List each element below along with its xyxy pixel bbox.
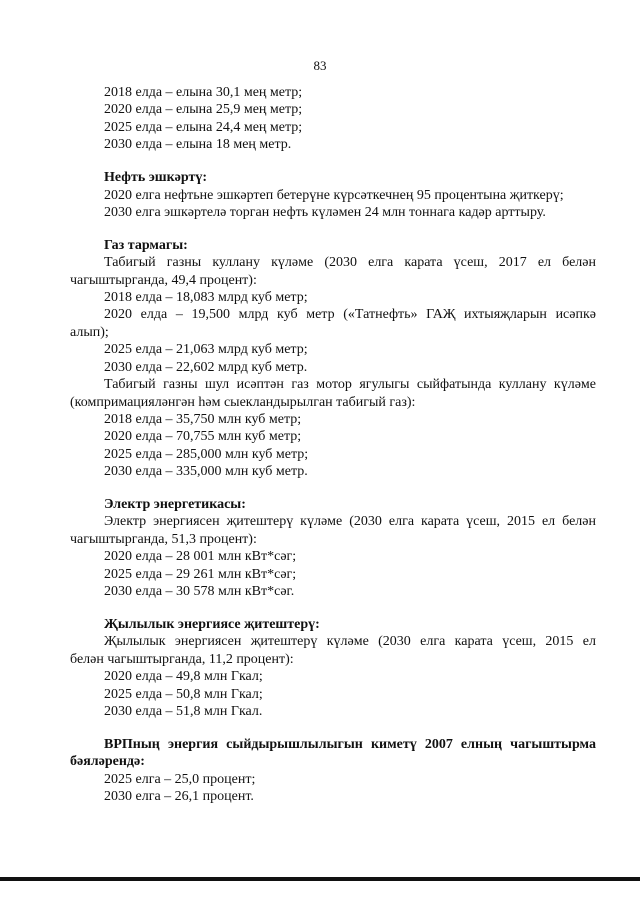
section-heading-electricity: Электр энергетикасы: (104, 497, 246, 513)
section-heading-grp: ВРПның энергия сыйдырышлылыгын киметү 2007 елның чагыштырма (104, 736, 596, 752)
text-line: 2020 елда – 70,755 млн куб метр; (104, 429, 302, 445)
text-line: (компримацияләнгән һәм сыекландырылган табигый газ): (70, 394, 416, 410)
text-line: Табигый газны шул исәптән газ мотор ягулыгы сыйфатында куллану күләме (104, 377, 596, 393)
text-line: 2025 елга – 25,0 процент; (104, 771, 256, 787)
text-line: 2030 елда – 335,000 млн куб метр. (104, 464, 308, 480)
text-line: 2018 елда – 35,750 млн куб метр; (104, 411, 302, 427)
text-line: 2030 елда – 51,8 млн Гкал. (104, 704, 263, 719)
text-line: 2020 елда – 19,500 млрд куб метр («Татнефть» ГАҖ ихтыяҗларын исәпкә (104, 307, 596, 323)
text-line: 2030 елда – 30 578 млн кВт*сәг. (104, 584, 295, 600)
document-body (70, 84, 596, 806)
text-line: чагыштырганда, 49,4 процент): (70, 272, 257, 288)
page-number: 83 (313, 58, 327, 73)
text-line: белән чагыштырганда, 11,2 процент): (70, 651, 294, 667)
bottom-scan-line (0, 877, 640, 881)
text-line: 2020 елда – 28 001 млн кВт*сәг; (104, 549, 297, 565)
text-line: 2025 елда – 50,8 млн Гкал; (104, 686, 263, 702)
text-line: 2025 елда – 29 261 млн кВт*сәг; (104, 566, 297, 582)
text-line: 2025 елда – елына 24,4 мең метр; (104, 119, 303, 135)
text-line: 2030 елга – 26,1 процент. (104, 789, 254, 805)
text-line: 2020 елда – елына 25,9 мең метр; (104, 102, 303, 118)
text-line: 2030 елда – 22,602 млрд куб метр. (104, 359, 308, 375)
text-line: алып); (70, 324, 109, 340)
text-line: чагыштырганда, 51,3 процент): (70, 531, 257, 547)
section-heading-oil: Нефть эшкәртү: (104, 170, 208, 186)
text-line: 2025 елда – 285,000 млн куб метр; (104, 446, 309, 462)
section-heading-gas: Газ тармагы: (104, 237, 188, 253)
text-line: 2030 елга эшкәртелә торган нефть күләмен 24 млн тоннага кадәр арттыру. (104, 204, 546, 220)
text-line: 2018 елда – елына 30,1 мең метр; (104, 85, 303, 100)
section-heading-grp-cont: бәяләрендә: (70, 754, 145, 770)
text-line: 2020 елга нефтьне эшкәртеп бетерүне күрсәткечнең 95 процентына җиткерү; (104, 187, 564, 203)
text-line: 2030 елда – елына 18 мең метр. (104, 137, 292, 153)
text-line: Электр энергиясен җитештерү күләме (2030 елга карата үсеш, 2015 ел белән (104, 514, 596, 530)
section-heading-heat: Җылылык энергиясе җитештерү: (104, 616, 320, 632)
text-line: 2020 елда – 49,8 млн Гкал; (104, 669, 263, 685)
text-line: 2025 елда – 21,063 млрд куб метр; (104, 342, 308, 358)
text-line: 2018 елда – 18,083 млрд куб метр; (104, 290, 308, 306)
text-line: Җылылык энергиясен җитештерү күләме (2030 елга карата үсеш, 2015 ел (104, 634, 596, 650)
text-line: Табигый газны куллану күләме (2030 елга карата үсеш, 2017 ел белән (104, 255, 596, 271)
